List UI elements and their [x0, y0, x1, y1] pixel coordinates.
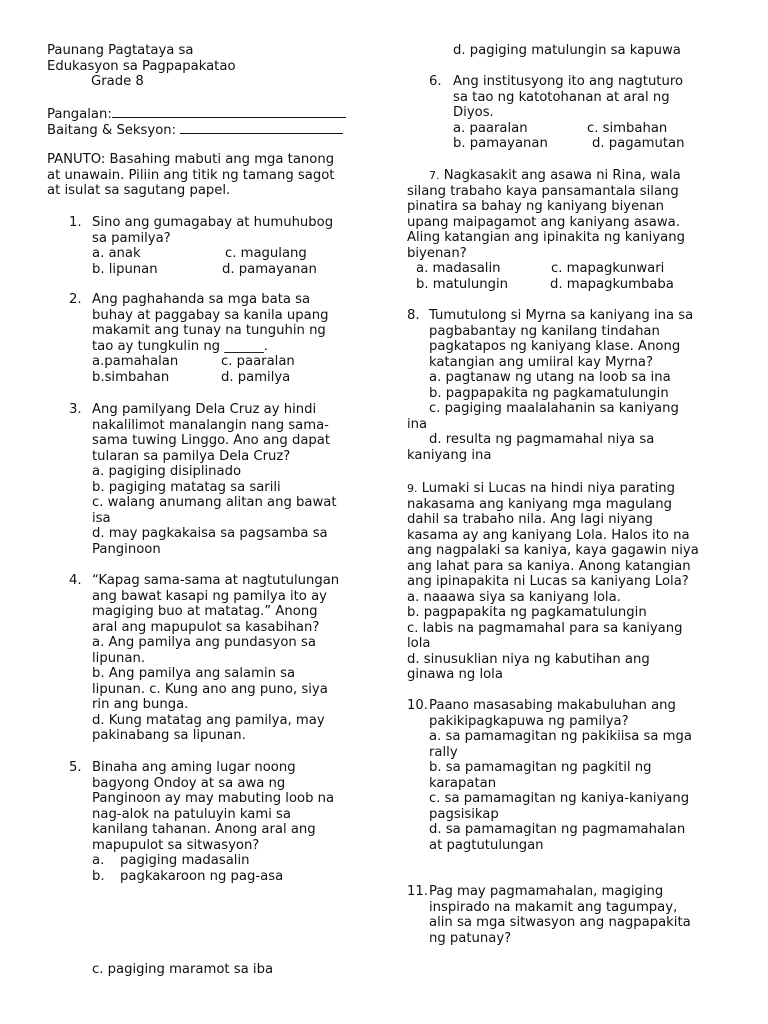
option-d: d. Kung matatag ang pamilya, may: [92, 712, 325, 728]
question-text-line: dahil sa trabaho nila. Ang lagi niyang: [407, 512, 653, 527]
option-c: c. mapagkunwari: [551, 261, 665, 276]
option-a: a. paaralan: [453, 120, 528, 136]
question-text-line: Diyos.: [453, 105, 494, 120]
question-text-line: tao ay tungkulin ng ______.: [92, 338, 268, 354]
question-text-line: pagkatapos ng kaniyang klase. Anong: [429, 339, 681, 354]
option-d: d. mapagkumbaba: [550, 276, 674, 292]
section-field[interactable]: [47, 121, 343, 139]
question-11: [407, 884, 725, 946]
question-text-line: silang trabaho kaya pansamantala silang: [407, 183, 679, 199]
question-text-line: Panginoon ay may mabuting loob na: [92, 791, 335, 806]
question-9: [407, 481, 725, 683]
question-8: [407, 308, 725, 463]
option-b: b. lipunan: [92, 261, 158, 277]
question-text-line: bagyong Ondoy at sa awa ng: [92, 775, 286, 791]
option-d-continued: at pagtutulungan: [429, 837, 544, 853]
name-label: Pangalan:: [47, 107, 112, 122]
name-field[interactable]: [47, 105, 346, 123]
option-a: a. naaawa siya sa kaniyang lola.: [407, 589, 621, 605]
question-text-line: upang maipagamot ang kaniyang asawa.: [407, 214, 680, 230]
option-b: b. pamayanan: [453, 136, 548, 151]
question-text-line: kanilang tahanan. Anong aral ang: [92, 822, 316, 837]
question-text-line: sama tuwing Linggo. Ano ang dapat: [92, 433, 331, 448]
grade-label: Grade 8: [91, 74, 144, 89]
option-letter: b.: [92, 868, 105, 884]
question-text-line: ang nagpalaki sa kaniya, kaya gagawin niya: [407, 543, 699, 558]
option-a: [92, 853, 334, 869]
option-text: pagiging madasalin: [120, 853, 250, 868]
question-text-line: nakasama ang kaniyang mga magulang: [407, 496, 672, 512]
question-text-line: kasama ay ang kaniyang Lola. Halos ito na: [407, 527, 690, 543]
option-c-continued: rin ang bunga.: [92, 697, 189, 712]
title-line-1: Paunang Pagtataya sa: [47, 43, 194, 58]
option-text: pagkakaroon ng pag-asa: [120, 868, 284, 884]
question-number: 11.: [407, 884, 428, 899]
question-text-line: pagbabantay ng kanilang tindahan: [429, 323, 660, 339]
question-text-line: Binaha ang aming lugar noong: [92, 760, 296, 775]
option-d: d. resulta ng pagmamahal niya sa: [429, 432, 655, 447]
q5-option-d: d. pagiging matulungin sa kapuwa: [453, 43, 681, 58]
question-text-line: ng patunay?: [429, 930, 512, 946]
option-c: c. pagiging maalalahanin sa kaniyang: [429, 401, 679, 416]
option-d: d. pagamutan: [592, 136, 685, 151]
question-number: 5.: [69, 760, 82, 775]
question-text-line: biyenan?: [407, 245, 467, 261]
question-text-line: sa pamilya?: [92, 230, 171, 246]
option-d-continued: kaniyang ina: [407, 447, 492, 463]
option-a: a. anak: [92, 246, 141, 261]
name-blank[interactable]: [112, 105, 346, 118]
option-c: c. magulang: [225, 246, 307, 261]
question-number: 2.: [69, 292, 82, 307]
question-7: [407, 168, 725, 292]
option-b: b.simbahan: [92, 369, 170, 385]
question-number: 3.: [69, 402, 82, 417]
question-text-line: ang lahat para sa kaniya. Anong katangian: [407, 558, 691, 574]
option-c: c. paaralan: [221, 354, 295, 369]
question-text-line: ang bawat kasapi ng pamilya ito ay: [92, 588, 327, 604]
question-number: 9.: [407, 482, 418, 495]
option-b: b. pagpapakita ng pagkamatulungin: [429, 385, 669, 401]
question-text-line: Sino ang gumagabay at humuhubog: [92, 215, 334, 230]
option-b-continued: lipunan. c. Kung ano ang puno, siya: [92, 681, 328, 697]
question-text-line: Ang pamilyang Dela Cruz ay hindi: [92, 402, 317, 417]
option-d-continued: pakinabang sa lipunan.: [92, 728, 246, 743]
option-d: d. sa pamamagitan ng pagmamahalan: [429, 822, 686, 837]
q5-option-c: c. pagiging maramot sa iba: [92, 962, 274, 977]
question-text-line: aral ang mapupulot sa kasabihan?: [92, 619, 320, 635]
option-b: [92, 869, 334, 885]
question-text-line: tularan sa pamilya Dela Cruz?: [92, 448, 291, 464]
question-number: 4.: [69, 573, 82, 588]
option-b-continued: karapatan: [429, 775, 497, 791]
question-text-line: Ang paghahanda sa mga bata sa: [92, 292, 311, 307]
instructions-line-2: at unawain. Piliin ang titik ng tamang sagot: [47, 168, 335, 183]
question-number: 7.: [429, 169, 440, 182]
question-text-line: inspirado na makamit ang tagumpay,: [429, 899, 678, 915]
question-number: 8.: [407, 308, 420, 323]
question-text-line: magiging buo at matatag.” Anong: [92, 604, 318, 619]
question-text-line: Paano masasabing makabuluhan ang: [429, 698, 676, 713]
option-b: b. Ang pamilya ang salamin sa: [92, 666, 296, 681]
question-number: 10.: [407, 698, 428, 713]
option-c-continued: isa: [92, 510, 111, 526]
option-d: d. may pagkakaisa sa pagsamba sa: [92, 526, 328, 541]
option-a-continued: lipunan.: [92, 650, 146, 666]
question-text-line: alin sa mga sitwasyon ang nagpapakita: [429, 915, 691, 930]
question-text-line: nakalilimot manalangin nang sama-: [92, 417, 329, 433]
question-text-line: buhay at paggabay sa kanila upang: [92, 307, 329, 323]
option-c-continued: pagsisikap: [429, 806, 499, 822]
option-a: a. pagtanaw ng utang na loob sa ina: [429, 370, 671, 385]
instructions-line-1: PANUTO: Basahing mabuti ang mga tanong: [47, 152, 335, 167]
question-10: [407, 698, 725, 853]
option-a: a. pagiging disiplinado: [92, 464, 242, 479]
option-c-continued: ina: [407, 416, 428, 432]
question-text-line: pakikipagkapuwa ng pamilya?: [429, 713, 629, 729]
question-text-line: Aling katangian ang ipinakita ng kaniyang: [407, 230, 685, 245]
question-text-line: nag-alok na patuluyin kami sa: [92, 806, 292, 822]
option-a: a. Ang pamilya ang pundasyon sa: [92, 635, 316, 650]
section-label: Baitang & Seksyon:: [47, 123, 177, 138]
option-c: c. labis na pagmamahal para sa kaniyang: [407, 620, 683, 636]
question-text-line: ang ipinapakita ni Lucas sa kaniyang Lola?: [407, 574, 689, 589]
option-a: a.pamahalan: [92, 354, 179, 369]
option-a-continued: rally: [429, 744, 458, 760]
question-text-line: Ang institusyong ito ang nagtuturo: [453, 74, 684, 89]
question-text-line: “Kapag sama-sama at nagtutulungan: [92, 573, 340, 588]
option-b: b. sa pamamagitan ng pagkitil ng: [429, 760, 652, 775]
option-c: c. sa pamamagitan ng kaniya-kaniyang: [429, 791, 690, 806]
option-d: d. pamayanan: [222, 261, 317, 277]
question-text-line: sa tao ng katotohanan at aral ng: [453, 89, 670, 105]
option-b: b. pagpapakita ng pagkamatulungin: [407, 605, 647, 620]
question-text-line: katangian ang umiiral kay Myrna?: [429, 354, 653, 370]
option-c-continued: lola: [407, 636, 431, 651]
question-number: 1.: [69, 215, 82, 230]
question-text-line: makamit ang tunay na tunguhin ng: [92, 323, 326, 338]
option-letter: a.: [92, 853, 105, 868]
option-a: a. sa pamamagitan ng pakikiisa sa mga: [429, 729, 692, 744]
option-d-continued: ginawa ng lola: [407, 667, 503, 682]
option-c: c. simbahan: [587, 120, 668, 136]
question-text-line: Tumutulong si Myrna sa kaniyang ina sa: [429, 308, 694, 323]
instructions-line-3: at isulat sa sagutang papel.: [47, 183, 231, 198]
question-text-line: Lumaki si Lucas na hindi niya parating: [417, 481, 676, 496]
option-a: a. madasalin: [416, 261, 501, 276]
section-blank[interactable]: [180, 121, 343, 134]
question-number: 6.: [429, 74, 442, 89]
question-text-line: Nagkasakit ang asawa ni Rina, wala: [439, 168, 681, 183]
option-c: c. walang anumang alitan ang bawat: [92, 495, 337, 510]
option-d-continued: Panginoon: [92, 541, 161, 557]
title-line-2: Edukasyon sa Pagpapakatao: [47, 59, 236, 74]
option-b: b. matulungin: [416, 276, 508, 292]
question-text-line: Pag may pagmamahalan, magiging: [429, 884, 664, 899]
question-text-line: pinatira sa bahay ng kaniyang biyenan: [407, 199, 665, 214]
option-d: d. sinusuklian niya ng kabutihan ang: [407, 651, 650, 667]
question-text-line: mapupulot sa sitwasyon?: [92, 837, 260, 853]
option-d: d. pamilya: [221, 369, 291, 385]
option-b: b. pagiging matatag sa sarili: [92, 479, 281, 495]
